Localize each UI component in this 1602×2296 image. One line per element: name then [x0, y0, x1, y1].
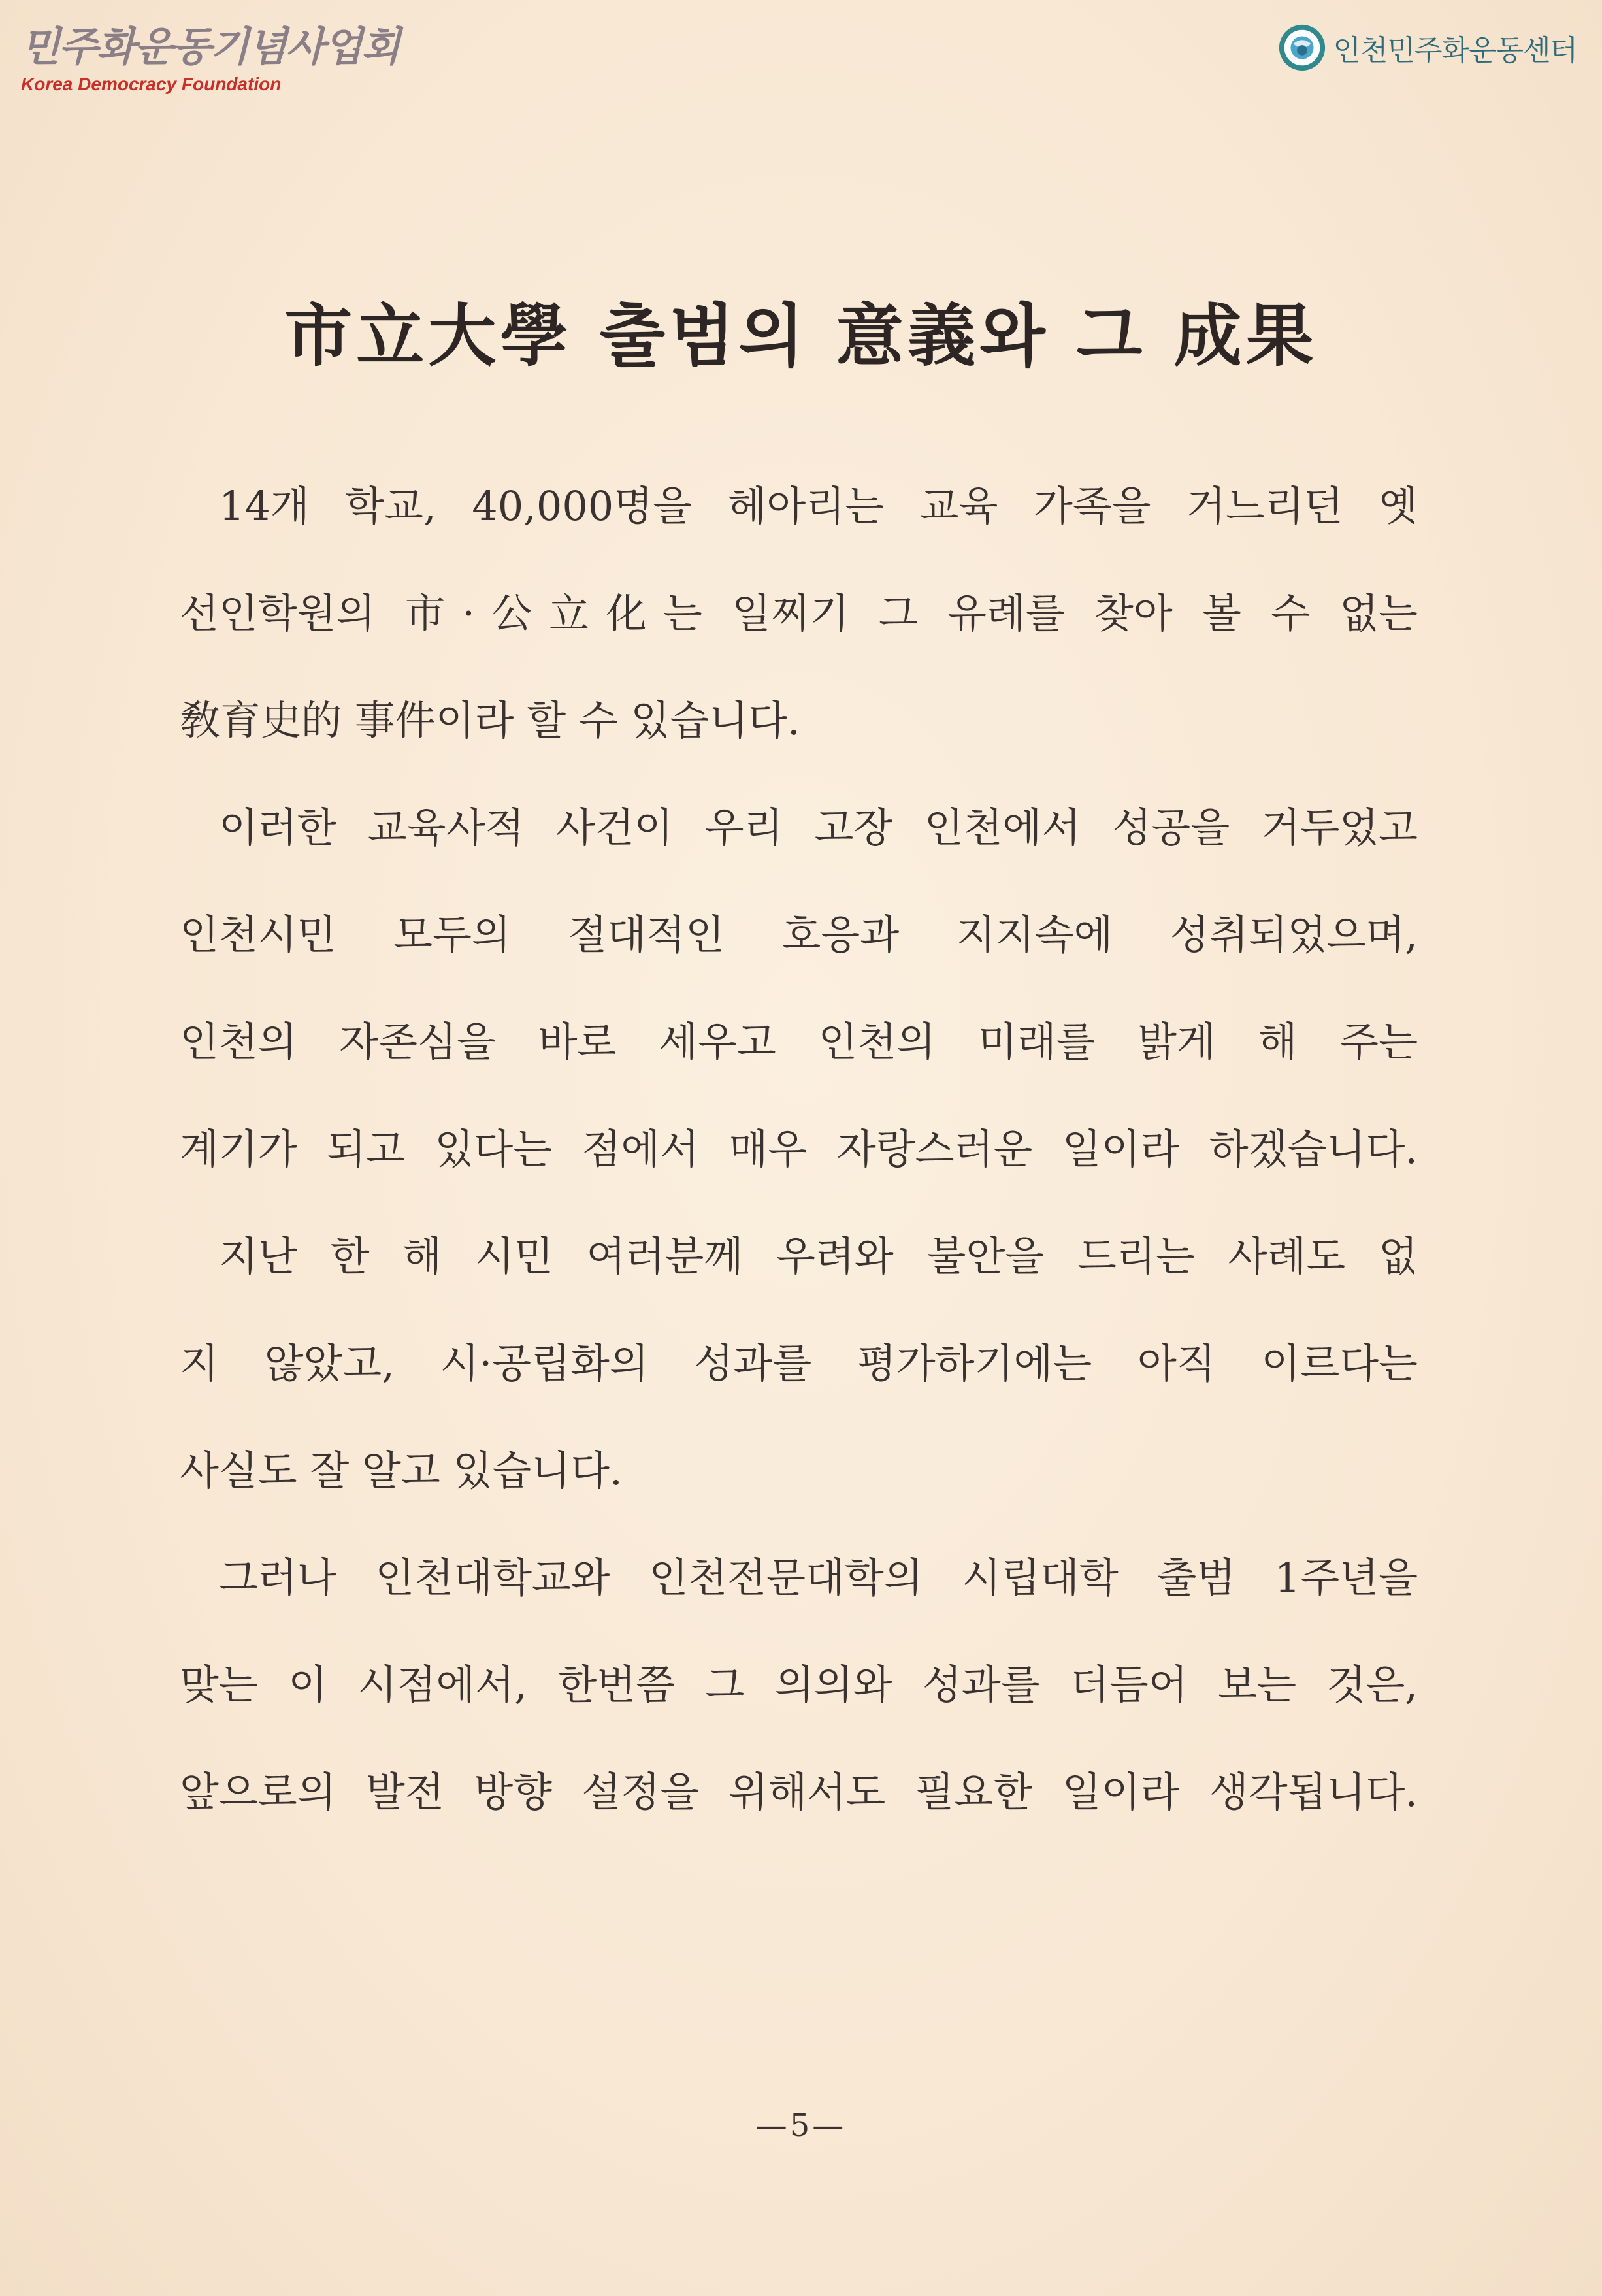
paragraph-line: 앞으로의 발전 방향 설정을 위해서도 필요한 일이라 생각됩니다.	[180, 1768, 1418, 1816]
paragraph-line: 계기가 되고 있다는 점에서 매우 자랑스러운 일이라 하겠습니다.	[180, 1125, 1418, 1173]
paragraph-line: 사실도 잘 알고 있습니다.	[180, 1447, 623, 1494]
paragraph-line: 敎育史的 事件이라 할 수 있습니다.	[180, 697, 800, 744]
paragraph-line: 인천의 자존심을 바로 세우고 인천의 미래를 밝게 해 주는	[180, 1018, 1418, 1066]
paragraph-line: 지 않았고, 시·공립화의 성과를 평가하기에는 아직 이르다는	[180, 1339, 1418, 1387]
paragraph-line: 그러나 인천대학교와 인천전문대학의 시립대학 출범 1주년을	[219, 1554, 1418, 1601]
paragraph-line: 이러한 교육사적 사건이 우리 고장 인천에서 성공을 거두었고	[219, 804, 1418, 851]
center-name: 인천민주화운동센터	[1333, 34, 1577, 67]
kdf-logo-korean: 민주화운동기념사업회	[21, 23, 399, 71]
document-title: 市立大學 출범의 意義와 그 成果	[284, 295, 1318, 376]
paragraph-line: 지난 한 해 시민 여러분께 우려와 불안을 드리는 사례도 없	[219, 1232, 1418, 1280]
paragraph-line: 인천시민 모두의 절대적인 호응과 지지속에 성취되었으며,	[180, 911, 1418, 959]
kdf-logo	[21, 23, 399, 95]
page-number: —5—	[755, 2107, 847, 2144]
circular-globe-logo-icon	[1277, 22, 1328, 73]
document-body	[180, 470, 1418, 1863]
paragraph-line: 선인학원의 市·公立化는 일찌기 그 유례를 찾아 볼 수 없는	[180, 589, 1418, 637]
kdf-logo-english: Korea Democracy Foundation	[21, 74, 282, 94]
paragraph-line: 맞는 이 시점에서, 한번쯤 그 의의와 성과를 더듬어 보는 것은,	[180, 1661, 1418, 1709]
paragraph-line: 14개 학교, 40,000명을 헤아리는 교육 가족을 거느리던 옛	[219, 482, 1418, 530]
incheon-center-logo	[1277, 22, 1577, 73]
